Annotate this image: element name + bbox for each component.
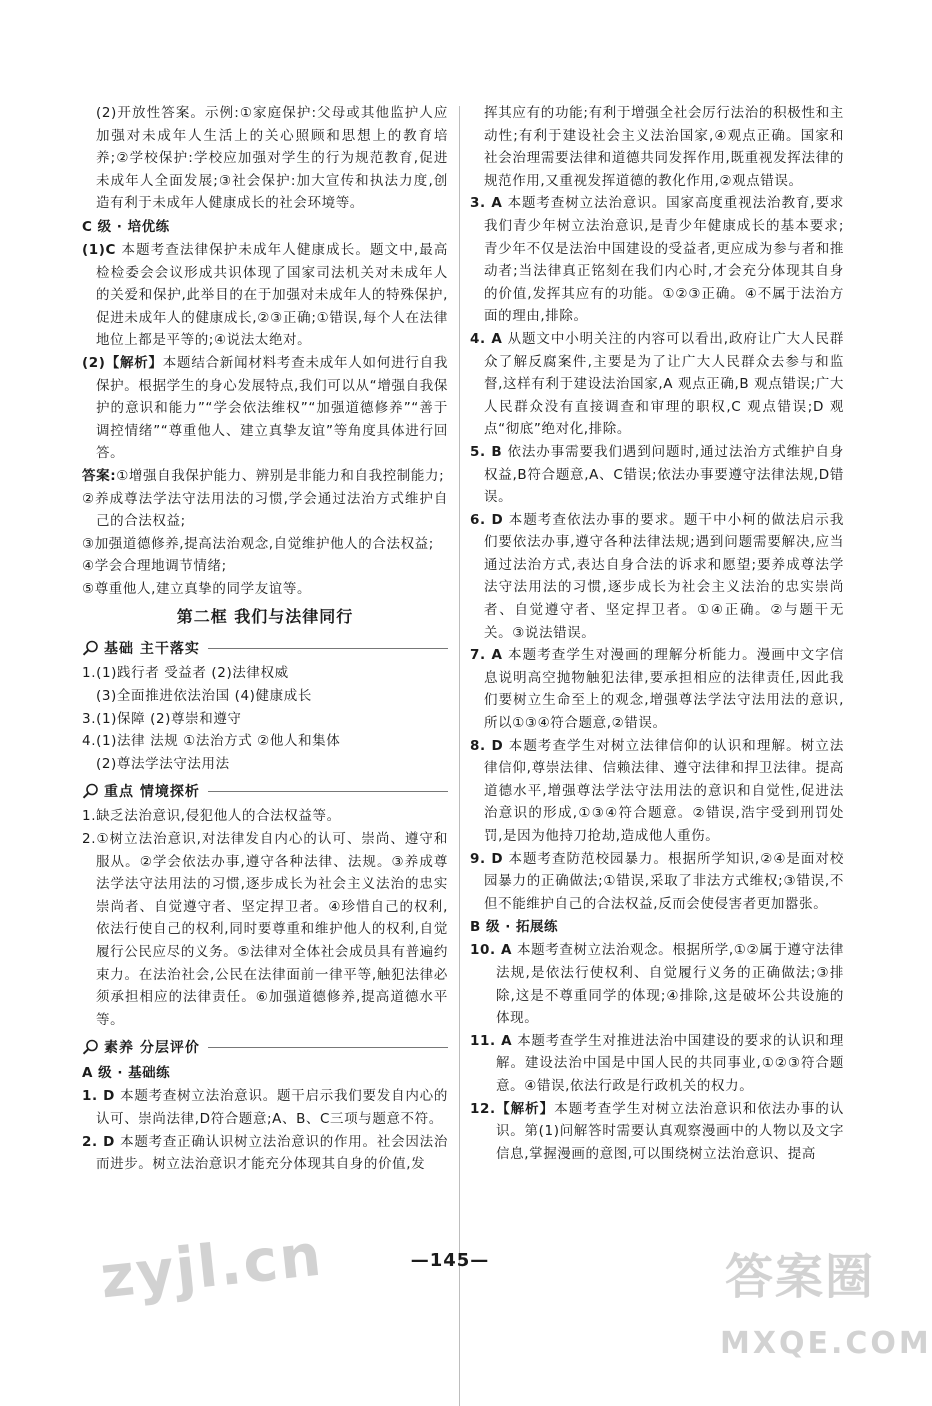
head-rule [208, 791, 448, 792]
watermark-logo-right: 答案圈 [725, 1249, 876, 1305]
level-a-heading: A 级 · 基础练 [82, 1065, 171, 1082]
answer-item: 2.①树立法治意识,对法律发自内心的认可、崇尚、遵守和服从。②学会依法办事,遵守各种法律、法规。③养成尊法学法守法用法的习惯,逐步成长为社会主义法治的忠实崇尚者、自觉遵守者、坚定捍卫者。④珍惜自己的权利,依法行使自己的权利,同时要尊重和维护他人的权利,自觉履行公民应尽的义务。⑤法律对全体社会成员具有普遍约束力。在法治社会,公民在法律面前一律平等,触犯法律必须承担相应的法律责任。⑥加强道德修养,提高道德水平等。 [82, 831, 448, 1028]
magnifier-icon [82, 1039, 100, 1055]
head-rule [208, 1047, 448, 1048]
magnifier-icon [82, 783, 100, 799]
section-head-basics [82, 634, 448, 662]
answer-continuation: 挥其应有的功能;有利于增强全社会厉行法治的积极性和主动性;有利于建设社会主义法治国家,④观点正确。国家和社会治理需要法律和道德共同发挥作用,既重视发挥法律的规范作用,又重视发挥道德的教化作用,②观点错误。 [484, 105, 844, 189]
answer-item: 9. D 本题考查防范校园暴力。根据所学知识,②④是面对校园暴力的正确做法;①错误,采取了非法方式维权;③错误,不但不能维护自己的合法权益,反而会使侵害者更加嚣张。 [470, 850, 844, 912]
answer-item: 11. A 本题考查学生对推进法治中国建设的要求的认识和理解。建设法治中国是中国人民的共同事业,①②③符合题意。④错误,依法行政是行政机关的权力。 [470, 1032, 844, 1094]
analysis-item: 12.【解析】本题考查学生对树立法治意识和依法办事的认识。第(1)问解答时需要认真观察漫画中的人物以及文字信息,掌握漫画的意图,可以围绕树立法治意识、提高 [470, 1100, 845, 1162]
section-head-label: 素养 分层评价 [104, 1040, 200, 1057]
section-title: 第二框 我们与法律同行 [176, 607, 354, 627]
answer-line: ④学会合理地调节情绪; [82, 558, 227, 575]
answer-line: ③加强道德修养,提高法治观念,自觉维护他人的合法权益; [82, 535, 434, 552]
answer-line: ⑤尊重他人,建立真挚的同学友谊等。 [82, 580, 312, 597]
answer-paragraph: (2)开放性答案。示例:①家庭保护:父母或其他监护人应加强对未成年人生活上的关心照顾和思想上的教育培养;②学校保护:学校应加强对学生的行为规范教育,促进未成年人全面发展;③社会保护:加大宣传和执法力度,创造有利于未成年人健康成长的社会环境等。 [96, 105, 448, 212]
answer-item: 2. D 本题考查正确认识树立法治意识的作用。社会因法治而进步。树立法治意识才能充分体现其自身的价值,发 [82, 1133, 448, 1173]
right-column [470, 102, 844, 1165]
fill-answer: (2)尊法学法守法用法 [96, 755, 230, 772]
answer-item: 6. D 本题考查依法办事的要求。题干中小柯的做法启示我们要依法办事,遵守各种法律法规;遇到问题需要解决,应当通过法治方式,表达自身合法的诉求和愿望;要养成尊法学法守法用法的习惯,逐步成长为社会主义法治的忠实崇尚者、自觉遵守者、坚定捍卫者。①④正确。②与题干无关。③说法错误。 [470, 511, 844, 641]
watermark-url: MXQE.COM [720, 1326, 932, 1361]
answer-item: 7. A 本题考查学生对漫画的理解分析能力。漫画中文字信息说明高空抛物触犯法律,要承担相应的法律责任,因此我们要树立生命至上的观念,增强尊法学法守法用法的意识,所以①③④符合题意,②错误。 [470, 647, 844, 732]
fill-answer: 3.(1)保障 (2)尊崇和遵守 [82, 710, 242, 727]
level-c-heading: C 级 · 培优练 [82, 218, 170, 235]
answer-item: 4. A 从题文中小明关注的内容可以看出,政府让广大人民群众了解反腐案件,主要是为了让广大人民群众去参与和监督,这样有利于建设法治国家,A 观点正确,B 观点错误;广大人民群众没有直接调查和审理的职权,C 观点错误;D 观点“彻底”绝对化,排除。 [470, 330, 844, 438]
answer-item: 5. B 依法办事需要我们遇到问题时,通过法治方式维护自身权益,B符合题意,A、C错误;依法办事要遵守法律法规,D错误。 [470, 443, 844, 506]
answer-item: (1)C 本题考查法律保护未成年人健康成长。题文中,最高检检委会会议形成共识体现了国家司法机关对未成年人的关爱和保护,此举目的在于加强对未成年人的特殊保护,促进未成年人的健康成长,②③正确;①错误,每个人在法律地位上都是平等的;④说法太绝对。 [82, 241, 448, 349]
watermark-logo-left: zyjl.cn [97, 1220, 326, 1312]
fill-answer: 4.(1)法律 法规 ①法治方式 ②他人和集体 [82, 733, 341, 750]
fill-answer: (3)全面推进依法治国 (4)健康成长 [96, 688, 312, 705]
left-column [82, 102, 448, 1176]
answer-item: 3. A 本题考查树立法治意识。国家高度重视法治教育,要求我们青少年树立法治意识,是青少年健康成长的基本要求;青少年不仅是法治中国建设的受益者,更应成为参与者和推动者;当法律真正铭刻在我们内心时,才会充分体现其自身的价值,发挥其应有的功能。①②③正确。④不属于法治方面的理由,排除。 [470, 195, 844, 325]
answer-item: 1.缺乏法治意识,侵犯他人的合法权益等。 [82, 808, 341, 825]
page-number: —145— [410, 1250, 490, 1271]
section-head-label: 重点 情境探析 [104, 784, 200, 801]
answer-item: 10. A 本题考查树立法治观念。根据所学,①②属于遵守法律法规,是依法行使权利、自觉履行义务的正确做法;③排除,这是不尊重同学的体现;④排除,这是破坏公共设施的体现。 [470, 942, 844, 1027]
head-rule [208, 648, 448, 649]
answer-item: 1. D 本题考查树立法治意识。题干启示我们要发自内心的认可、崇尚法律,D符合题意;A、B、C三项与题意不符。 [82, 1088, 448, 1127]
column-divider [459, 106, 460, 1406]
magnifier-icon [82, 640, 100, 656]
section-head-label: 基础 主干落实 [104, 641, 200, 658]
analysis-item: (2)【解析】本题结合新闻材料考查未成年人如何进行自我保护。根据学生的身心发展特点,我们可以从“增强自我保护的意识和能力”“学会依法维权”“加强道德修养”“善于调控情绪”“尊重他人、建立真挚友谊”等角度具体进行回答。 [82, 354, 448, 462]
answer-line: ②养成尊法学法守法用法的习惯,学会通过法治方式维护自己的合法权益; [82, 490, 448, 530]
fill-answer: 1.(1)践行者 受益者 (2)法律权威 [82, 665, 289, 682]
answer-line: 答案:①增强自我保护能力、辨别是非能力和自我控制能力; [82, 467, 445, 484]
section-head-evaluation [82, 1033, 448, 1061]
level-b-heading: B 级 · 拓展练 [470, 919, 559, 936]
section-head-situations [82, 777, 448, 805]
answer-item: 8. D 本题考查学生对树立法律信仰的认识和理解。树立法律信仰,尊崇法律、信赖法律、遵守法律和捍卫法律。提高道德水平,增强尊法学法守法用法的意识和自觉性,促进法治意识的形成,①③④符合题意。②错误,浩宇受到刑罚处罚,是因为他持刀抢劫,造成他人重伤。 [470, 737, 844, 844]
